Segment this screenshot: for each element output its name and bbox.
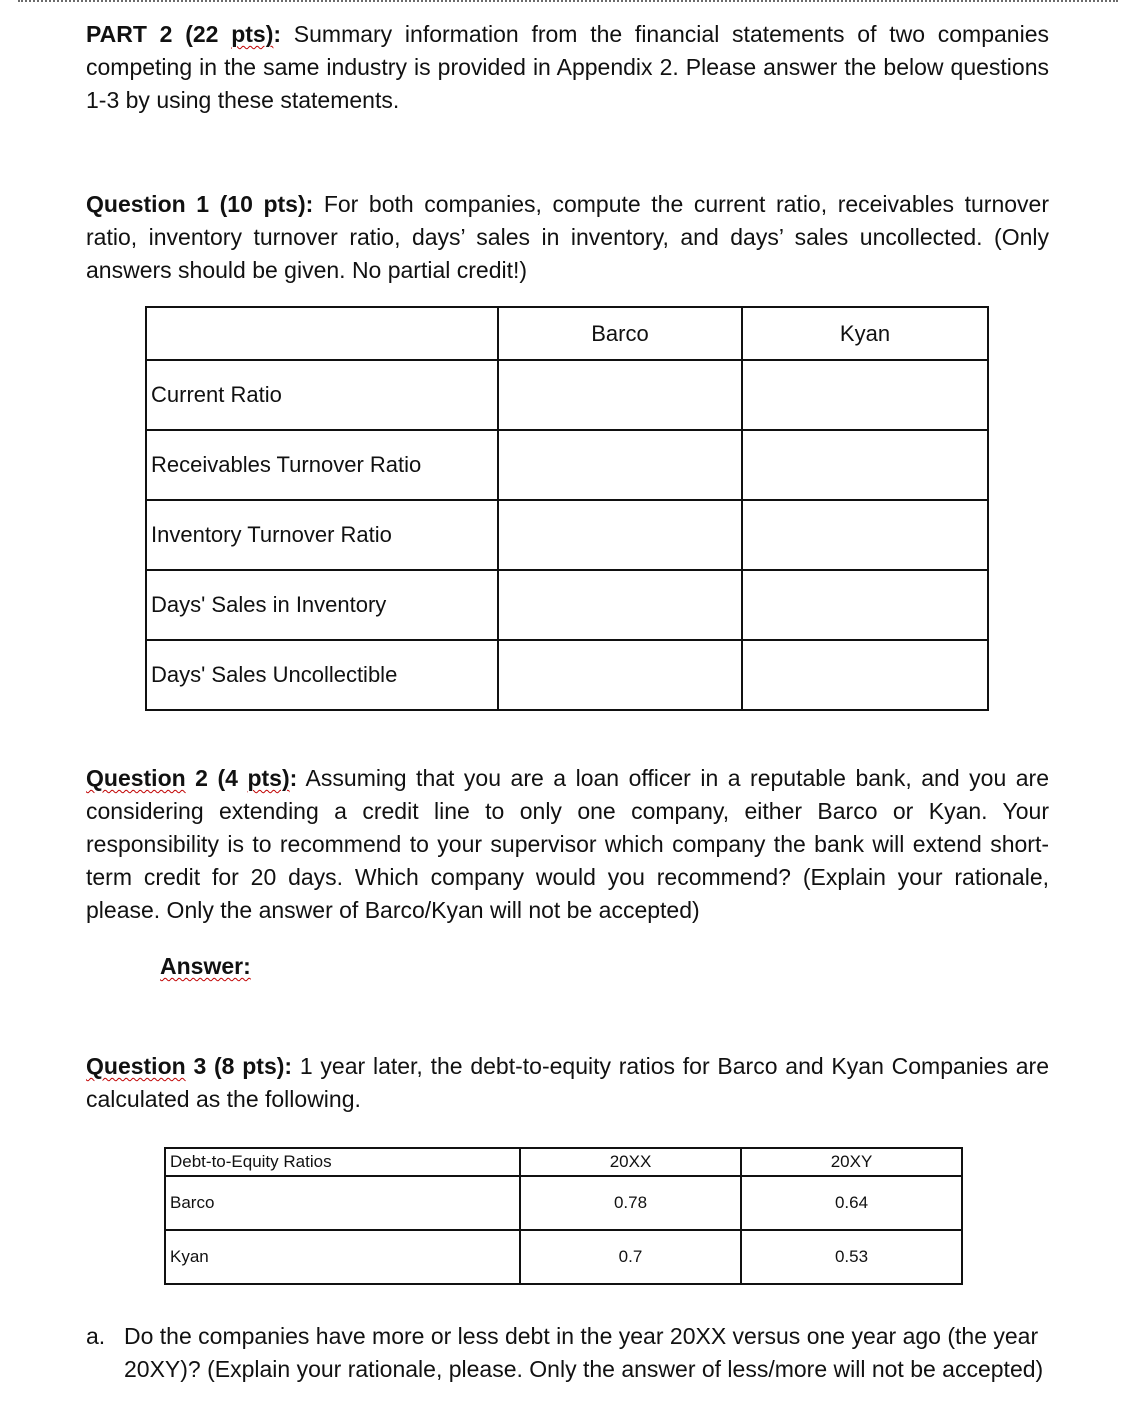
ratio-header-blank <box>146 307 498 360</box>
part2-heading-colon: : <box>273 21 282 47</box>
answer-cell-barco[interactable] <box>498 500 742 570</box>
ratio-label: Days' Sales in Inventory <box>146 570 498 640</box>
question2-paragraph <box>86 762 1049 927</box>
question2-heading-pts: pts) <box>247 765 290 791</box>
answer-cell-barco[interactable] <box>498 570 742 640</box>
ratio-label: Current Ratio <box>146 360 498 430</box>
ratio-row-days-inventory <box>146 570 988 640</box>
answer-cell-barco[interactable] <box>498 430 742 500</box>
ratio-label: Days' Sales Uncollectible <box>146 640 498 710</box>
answer-cell-barco[interactable] <box>498 640 742 710</box>
de-value-20xy: 0.64 <box>741 1176 962 1230</box>
ratio-row-days-uncollectible <box>146 640 988 710</box>
question3-body: 1 year later, the debt-to-equity ratios for Barco and Kyan Companies are calculated as the following. <box>86 1053 1049 1112</box>
part2-heading-pts: pts) <box>231 21 274 47</box>
ratio-label: Receivables Turnover Ratio <box>146 430 498 500</box>
ratio-row-inventory <box>146 500 988 570</box>
question3-paragraph <box>86 1050 1049 1116</box>
question3-heading-rest: 3 (8 pts): <box>185 1053 293 1079</box>
de-header-20xx: 20XX <box>520 1148 741 1176</box>
de-header-label: Debt-to-Equity Ratios <box>165 1148 520 1176</box>
question2-heading-mid: 2 (4 <box>185 765 248 791</box>
de-header-20xy: 20XY <box>741 1148 962 1176</box>
part2-heading <box>86 21 281 47</box>
question3a-text: Do the companies have more or less debt in the year 20XX versus one year ago (the year 20XY)? (Explain your rationale, please. Only the answer of less/more will not be accepted) <box>124 1323 1044 1382</box>
question1-heading: Question 1 (10 pts): <box>86 191 314 217</box>
de-row-barco <box>165 1176 962 1230</box>
question1-body: For both companies, compute the current ratio, receivables turnover ratio, inventory turnover ratio, days’ sales in inventory, and days’ sales uncollected. (Only answers should be given. No partial credit!) <box>86 191 1049 283</box>
part2-body: Summary information from the financial statements of two companies competing in the same industry is provided in Appendix 2. Please answer the below questions 1-3 by using these statements. <box>86 21 1049 113</box>
answer-cell-barco[interactable] <box>498 360 742 430</box>
answer-cell-kyan[interactable] <box>742 640 988 710</box>
de-value-20xx: 0.78 <box>520 1176 741 1230</box>
answer-label-text: Answer: <box>160 953 251 979</box>
question2-heading-colon: : <box>289 765 298 791</box>
answer-cell-kyan[interactable] <box>742 570 988 640</box>
question2-heading <box>86 765 297 791</box>
de-company-label: Barco <box>165 1176 520 1230</box>
question3-heading <box>86 1053 292 1079</box>
ratio-row-current <box>146 360 988 430</box>
part2-paragraph <box>86 18 1049 117</box>
question3-heading-word: Question <box>86 1053 186 1079</box>
answer-label <box>160 950 251 983</box>
page-top-border <box>18 0 1118 2</box>
ratio-row-receivables <box>146 430 988 500</box>
de-value-20xy: 0.53 <box>741 1230 962 1284</box>
question1-paragraph <box>86 188 1049 287</box>
answer-cell-kyan[interactable] <box>742 360 988 430</box>
de-table-header <box>165 1148 962 1176</box>
ratio-header-kyan: Kyan <box>742 307 988 360</box>
ratio-label: Inventory Turnover Ratio <box>146 500 498 570</box>
ratio-table <box>145 306 989 711</box>
question2-body: Assuming that you are a loan officer in a reputable bank, and you are considering extending a credit line to only one company, either Barco or Kyan. Your responsibility is to recommend to your supervisor which company the bank will extend short-term credit for 20 days. Which company would you recommend? (Explain your rationale, please. Only the answer of Barco/Kyan will not be accepted) <box>86 765 1049 923</box>
question2-heading-word: Question <box>86 765 186 791</box>
answer-cell-kyan[interactable] <box>742 430 988 500</box>
de-company-label: Kyan <box>165 1230 520 1284</box>
de-row-kyan <box>165 1230 962 1284</box>
question3a-item <box>86 1320 1049 1386</box>
answer-cell-kyan[interactable] <box>742 500 988 570</box>
list-marker: a. <box>86 1323 106 1349</box>
debt-to-equity-table <box>164 1147 963 1285</box>
part2-heading-pre: PART 2 (22 <box>86 21 232 47</box>
ratio-header-barco: Barco <box>498 307 742 360</box>
de-value-20xx: 0.7 <box>520 1230 741 1284</box>
ratio-table-header <box>146 307 988 360</box>
